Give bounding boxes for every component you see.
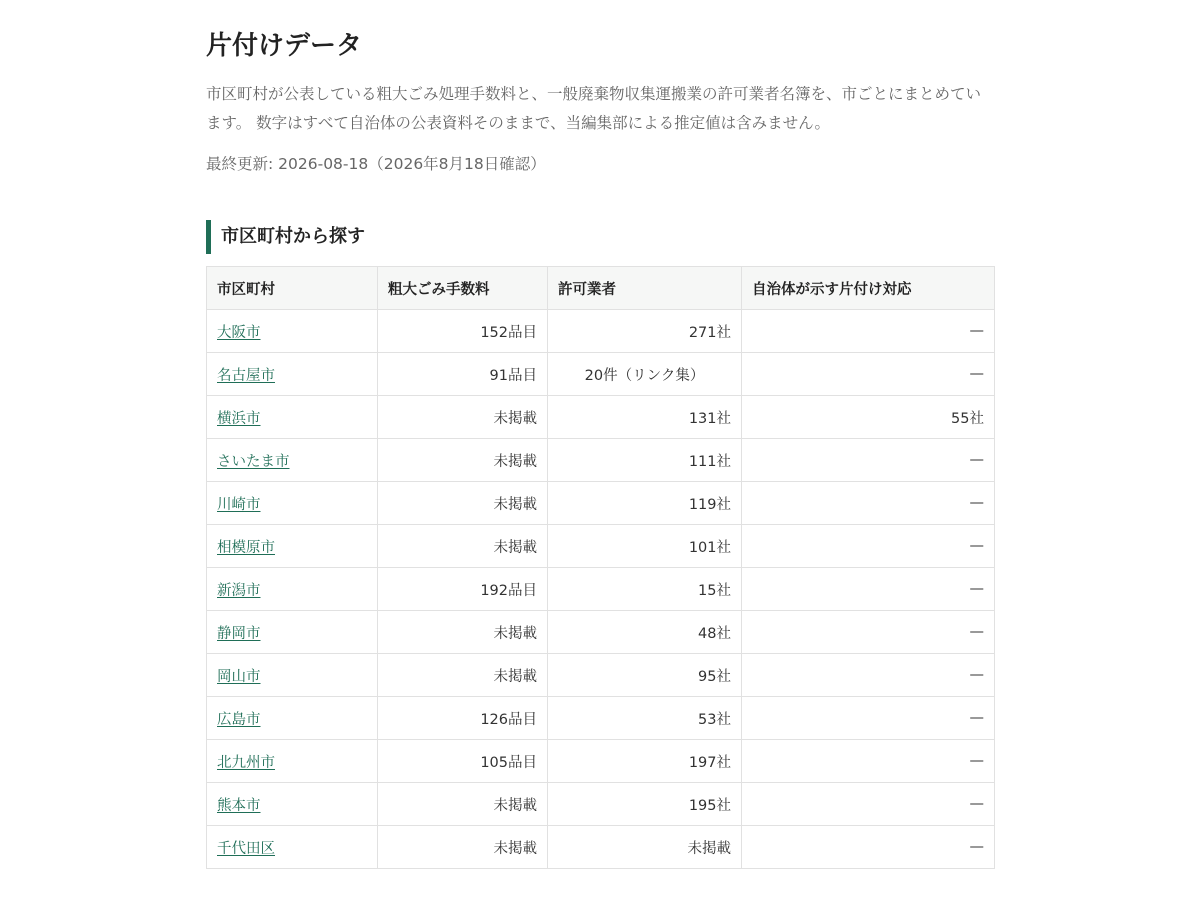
city-link[interactable]: 大阪市 xyxy=(217,324,261,341)
cell-licensed: 131社 xyxy=(548,396,742,439)
cell-licensed: 15社 xyxy=(548,568,742,611)
table-row xyxy=(207,654,995,697)
table-row xyxy=(207,482,995,525)
cell-licensed: 95社 xyxy=(548,654,742,697)
cell-support: — xyxy=(742,611,995,654)
cell-support: — xyxy=(742,826,995,869)
city-link[interactable]: 川崎市 xyxy=(217,496,261,513)
cell-support: — xyxy=(742,353,995,396)
cell-city xyxy=(207,396,378,439)
cell-licensed: 20件（リンク集） xyxy=(548,353,742,396)
cell-support: — xyxy=(742,439,995,482)
cell-licensed: 未掲載 xyxy=(548,826,742,869)
cell-support: — xyxy=(742,740,995,783)
table-row xyxy=(207,783,995,826)
city-link[interactable]: さいたま市 xyxy=(217,453,290,470)
cell-fee: 192品目 xyxy=(378,568,548,611)
cell-support: — xyxy=(742,654,995,697)
cell-city xyxy=(207,568,378,611)
cell-city xyxy=(207,611,378,654)
cell-city xyxy=(207,697,378,740)
city-link[interactable]: 北九州市 xyxy=(217,754,275,771)
cell-fee: 105品目 xyxy=(378,740,548,783)
city-link[interactable]: 相模原市 xyxy=(217,539,275,556)
city-link[interactable]: 横浜市 xyxy=(217,410,261,427)
cell-city xyxy=(207,654,378,697)
cell-fee: 未掲載 xyxy=(378,482,548,525)
cell-licensed: 195社 xyxy=(548,783,742,826)
intro-text: 市区町村が公表している粗大ごみ処理手数料と、一般廃棄物収集運搬業の許可業者名簿を、市ごとにまとめています。 数字はすべて自治体の公表資料そのままで、当編集部による推定値は含みません。 xyxy=(206,85,982,132)
cell-licensed: 53社 xyxy=(548,697,742,740)
cell-city xyxy=(207,783,378,826)
cell-city xyxy=(207,525,378,568)
city-table xyxy=(206,266,995,869)
cell-fee: 152品目 xyxy=(378,310,548,353)
table-row xyxy=(207,310,995,353)
city-link[interactable]: 岡山市 xyxy=(217,668,261,685)
cell-fee: 未掲載 xyxy=(378,826,548,869)
cell-fee: 未掲載 xyxy=(378,783,548,826)
cell-city xyxy=(207,310,378,353)
cell-licensed: 271社 xyxy=(548,310,742,353)
table-row xyxy=(207,525,995,568)
cell-support: — xyxy=(742,568,995,611)
cell-support: 55社 xyxy=(742,396,995,439)
city-link[interactable]: 千代田区 xyxy=(217,840,275,857)
table-body xyxy=(207,310,995,869)
table-row xyxy=(207,353,995,396)
cell-fee: 126品目 xyxy=(378,697,548,740)
cell-licensed: 111社 xyxy=(548,439,742,482)
cell-support: — xyxy=(742,310,995,353)
table-row xyxy=(207,439,995,482)
table-row xyxy=(207,396,995,439)
cell-fee: 未掲載 xyxy=(378,439,548,482)
table-row xyxy=(207,568,995,611)
column-header-support: 自治体が示す片付け対応 xyxy=(742,267,995,310)
cell-city xyxy=(207,439,378,482)
city-link[interactable]: 新潟市 xyxy=(217,582,261,599)
table-row xyxy=(207,697,995,740)
table-row xyxy=(207,826,995,869)
city-link[interactable]: 熊本市 xyxy=(217,797,261,814)
city-link[interactable]: 広島市 xyxy=(217,711,261,728)
cell-licensed: 197社 xyxy=(548,740,742,783)
cell-fee: 未掲載 xyxy=(378,396,548,439)
column-header-licensed: 許可業者 xyxy=(548,267,742,310)
cell-fee: 未掲載 xyxy=(378,654,548,697)
cell-support: — xyxy=(742,783,995,826)
cell-licensed: 119社 xyxy=(548,482,742,525)
cell-city xyxy=(207,482,378,525)
cell-fee: 91品目 xyxy=(378,353,548,396)
table-row xyxy=(207,611,995,654)
city-link[interactable]: 名古屋市 xyxy=(217,367,275,384)
cell-city xyxy=(207,353,378,396)
table-header-row xyxy=(207,267,995,310)
cell-support: — xyxy=(742,697,995,740)
cell-city xyxy=(207,740,378,783)
table-row xyxy=(207,740,995,783)
cell-fee: 未掲載 xyxy=(378,525,548,568)
cell-support: — xyxy=(742,482,995,525)
page-title: 片付けデータ xyxy=(206,31,363,61)
cell-licensed: 101社 xyxy=(548,525,742,568)
cell-licensed: 48社 xyxy=(548,611,742,654)
city-link[interactable]: 静岡市 xyxy=(217,625,261,642)
main-content xyxy=(206,0,994,869)
section-heading: 市区町村から探す xyxy=(206,220,994,254)
cell-support: — xyxy=(742,525,995,568)
column-header-fee: 粗大ごみ手数料 xyxy=(378,267,548,310)
column-header-city: 市区町村 xyxy=(207,267,378,310)
cell-fee: 未掲載 xyxy=(378,611,548,654)
cell-city xyxy=(207,826,378,869)
last-updated: 最終更新: 2026-08-18（2026年8月18日確認） xyxy=(206,155,546,173)
